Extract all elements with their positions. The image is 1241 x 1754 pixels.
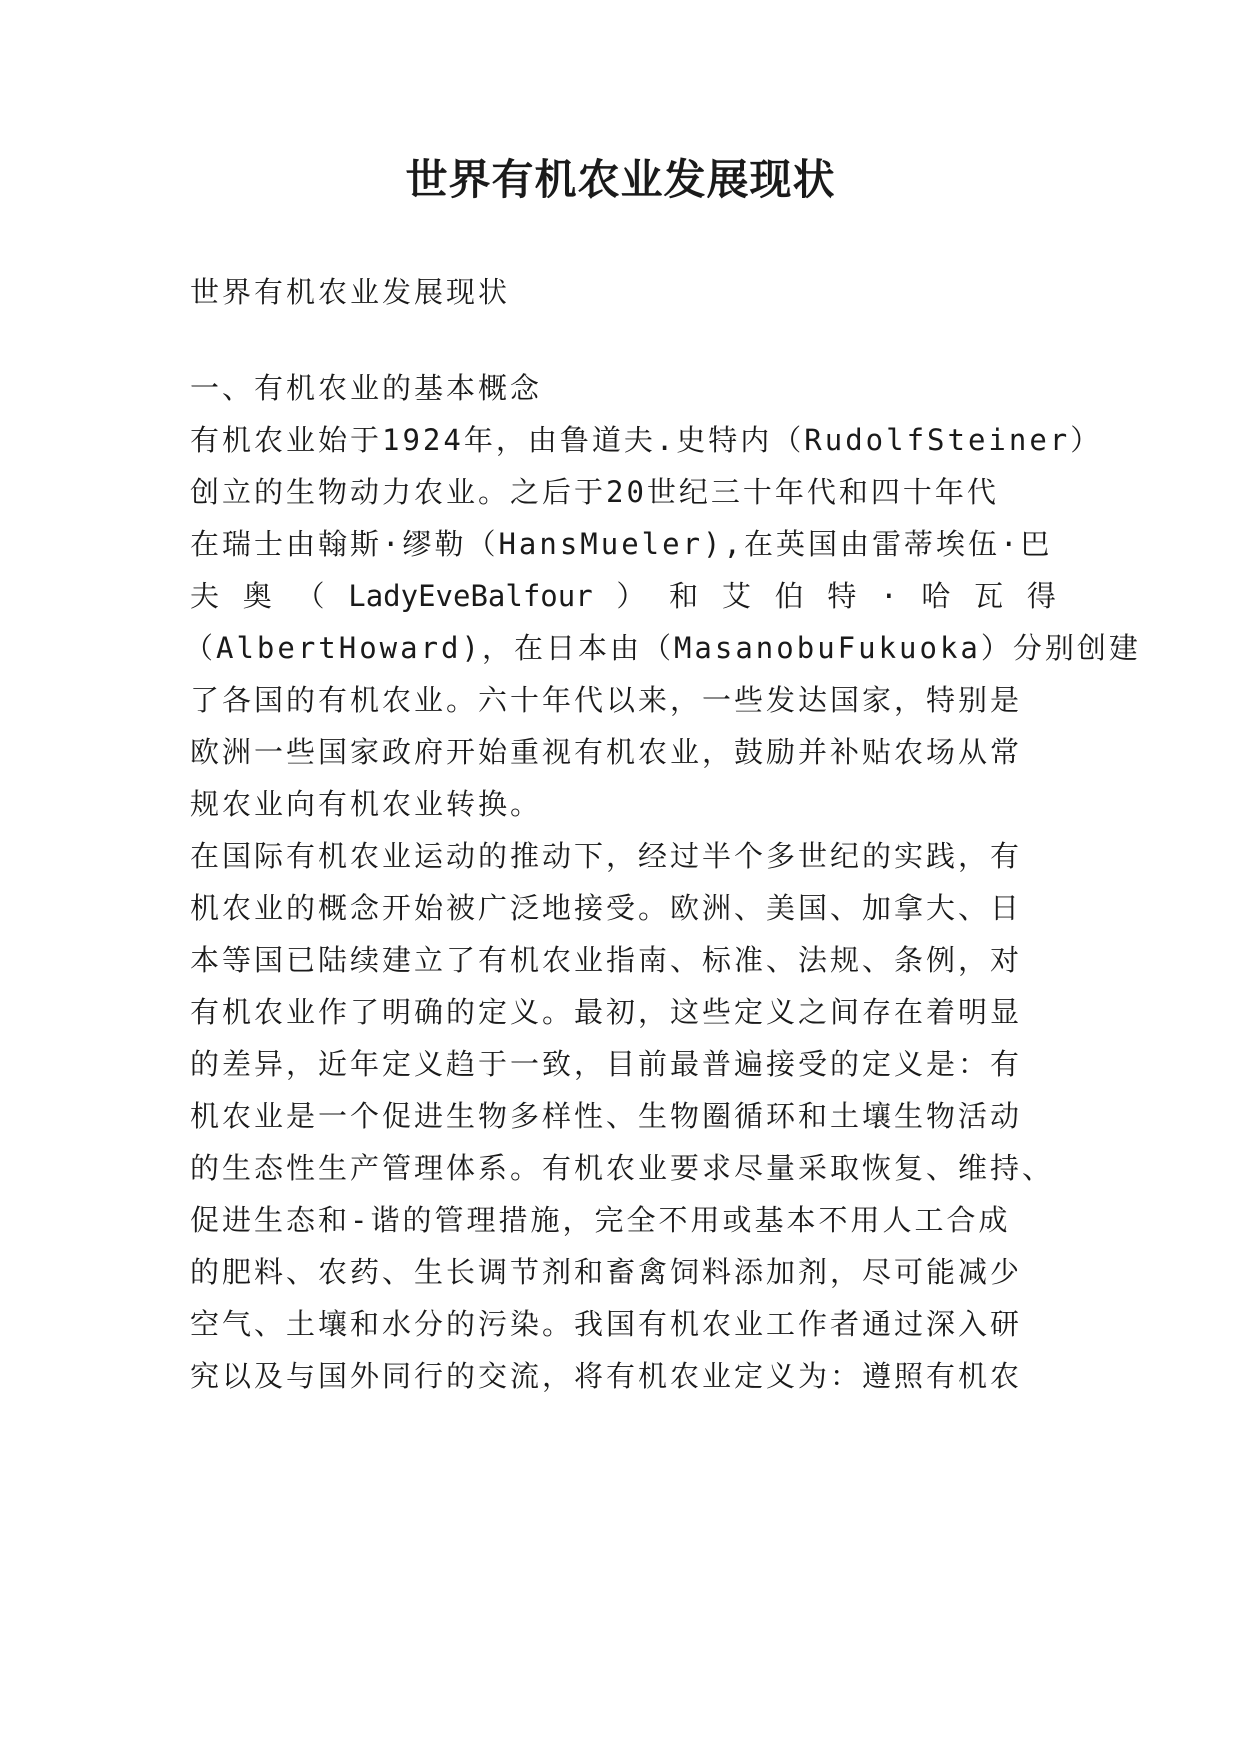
paragraph-line: 空气、土壤和水分的污染。我国有机农业工作者通过深入研 bbox=[190, 1307, 1023, 1341]
paragraph-line: 机农业的概念开始被广泛地接受。欧洲、美国、加拿大、日 bbox=[190, 891, 1023, 925]
line-part: 夫 bbox=[190, 579, 220, 613]
line-part: 得 bbox=[1026, 579, 1056, 613]
paragraph-line: 的差异，近年定义趋于一致，目前最普遍接受的定义是：有 bbox=[190, 1047, 1023, 1081]
document-subtitle: 世界有机农业发展现状 bbox=[190, 275, 511, 309]
paragraph-line: 促进生态和-谐的管理措施，完全不用或基本不用人工合成 bbox=[190, 1203, 1011, 1237]
line-part: （ bbox=[295, 579, 325, 613]
paragraph-line: 机农业是一个促进生物多样性、生物圈循环和土壤生物活动 bbox=[190, 1099, 1023, 1133]
line-part: · bbox=[880, 579, 898, 613]
paragraph-line: （AlbertHoward)，在日本由（MasanobuFukuoka）分别创建 bbox=[184, 631, 1141, 665]
line-part: 艾 bbox=[721, 579, 751, 613]
paragraph-line: 在国际有机农业运动的推动下，经过半个多世纪的实践，有 bbox=[190, 839, 1023, 873]
line-part: 和 bbox=[669, 579, 699, 613]
paragraph-line: 在瑞士由翰斯·缪勒（HansMueler),在英国由雷蒂埃伍·巴 bbox=[190, 527, 1053, 561]
line-part: 瓦 bbox=[974, 579, 1004, 613]
paragraph-line: 究以及与国外同行的交流，将有机农业定义为：遵照有机农 bbox=[190, 1359, 1023, 1393]
section-heading: 一、有机农业的基本概念 bbox=[190, 371, 543, 405]
paragraph-line: 的肥料、农药、生长调节剂和畜禽饲料添加剂，尽可能减少 bbox=[190, 1255, 1023, 1289]
paragraph-line: 欧洲一些国家政府开始重视有机农业，鼓励并补贴农场从常 bbox=[190, 735, 1023, 769]
paragraph-line: 有机农业作了明确的定义。最初，这些定义之间存在着明显 bbox=[190, 995, 1023, 1029]
line-part: 哈 bbox=[921, 579, 951, 613]
paragraph-line: 的生态性生产管理体系。有机农业要求尽量采取恢复、维持、 bbox=[190, 1151, 1055, 1185]
paragraph-line: 创立的生物动力农业。之后于20世纪三十年代和四十年代 bbox=[190, 475, 999, 509]
line-part: ） bbox=[616, 579, 646, 613]
paragraph-line: 本等国已陆续建立了有机农业指南、标准、法规、条例，对 bbox=[190, 943, 1023, 977]
line-part: 奥 bbox=[242, 579, 272, 613]
paragraph-line-justified bbox=[190, 568, 1056, 625]
line-part: 特 bbox=[827, 579, 857, 613]
paragraph-line: 规农业向有机农业转换。 bbox=[190, 787, 543, 821]
line-part: 伯 bbox=[774, 579, 804, 613]
document-title: 世界有机农业发展现状 bbox=[405, 155, 836, 204]
paragraph-line: 有机农业始于1924年，由鲁道夫.史特内（RudolfSteiner） bbox=[190, 423, 1103, 457]
paragraph-line: 了各国的有机农业。六十年代以来，一些发达国家，特别是 bbox=[190, 683, 1023, 717]
line-part: LadyEveBalfour bbox=[348, 579, 593, 613]
